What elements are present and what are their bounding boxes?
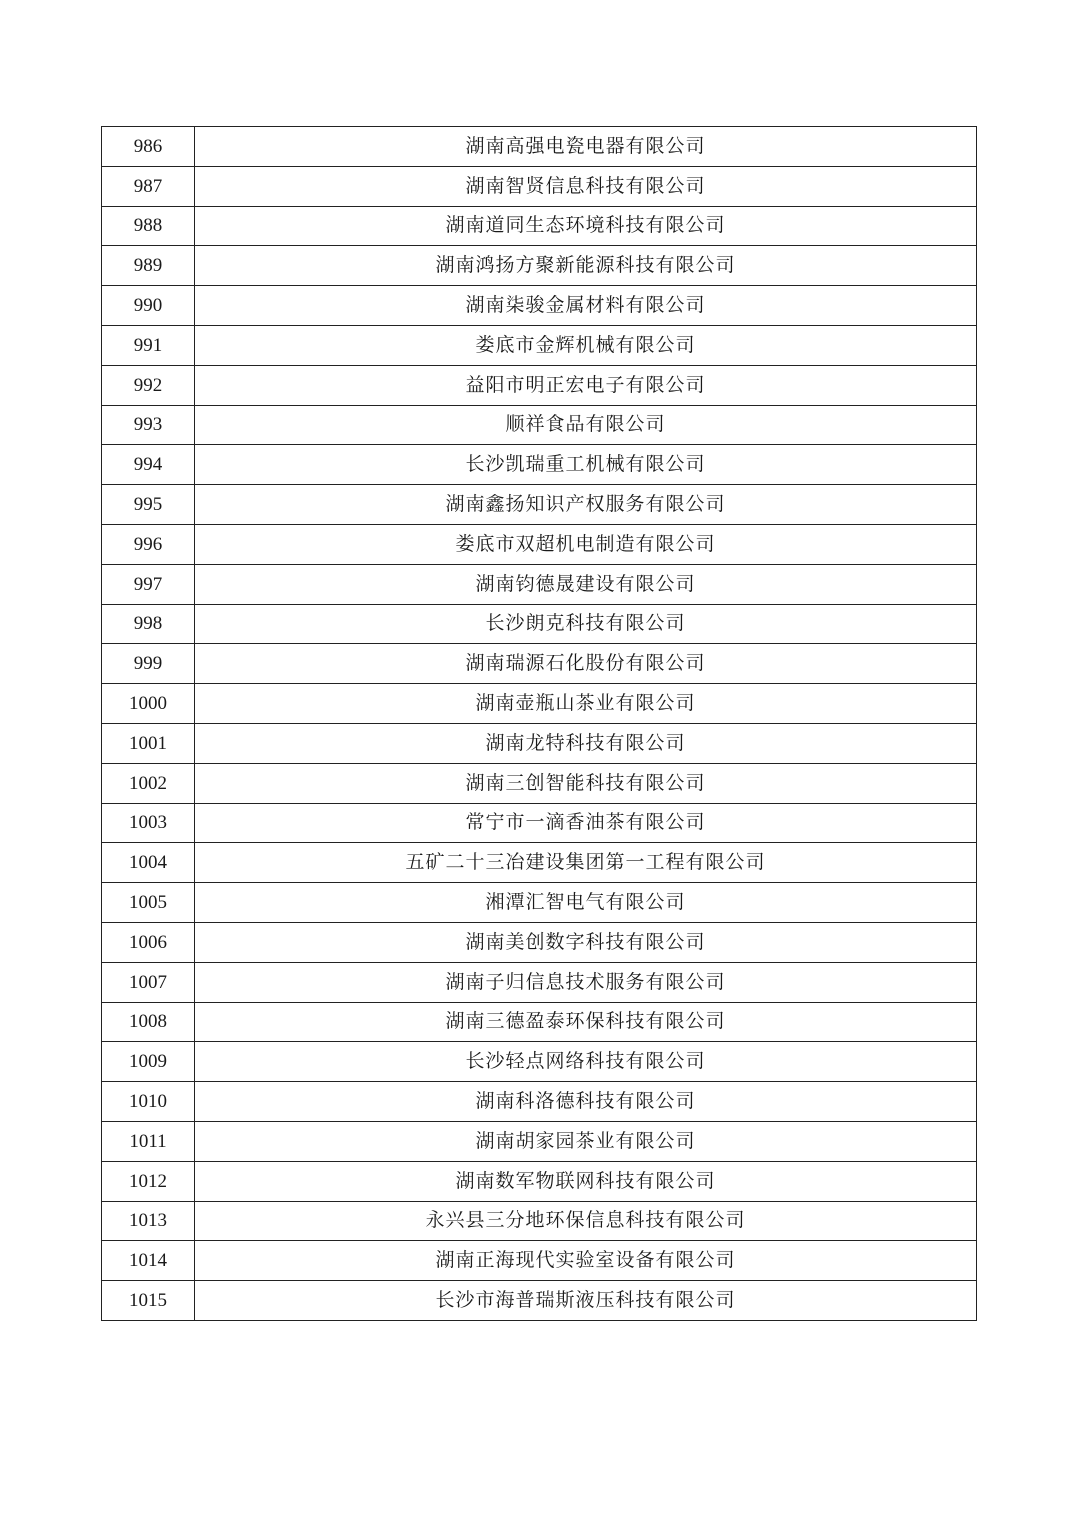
table-row bbox=[102, 843, 977, 883]
company-name: 湖南高强电瓷电器有限公司 bbox=[195, 127, 977, 167]
row-number: 1010 bbox=[102, 1082, 195, 1122]
company-name: 五矿二十三冶建设集团第一工程有限公司 bbox=[195, 843, 977, 883]
company-name: 湖南壶瓶山茶业有限公司 bbox=[195, 684, 977, 724]
company-name: 娄底市双超机电制造有限公司 bbox=[195, 524, 977, 564]
table-row bbox=[102, 1281, 977, 1321]
company-name: 长沙市海普瑞斯液压科技有限公司 bbox=[195, 1281, 977, 1321]
company-name: 长沙朗克科技有限公司 bbox=[195, 604, 977, 644]
company-name: 湖南数军物联网科技有限公司 bbox=[195, 1161, 977, 1201]
table-row bbox=[102, 883, 977, 923]
company-name: 湖南三德盈泰环保科技有限公司 bbox=[195, 1002, 977, 1042]
company-name: 长沙凯瑞重工机械有限公司 bbox=[195, 445, 977, 485]
row-number: 1003 bbox=[102, 803, 195, 843]
company-name: 湖南柒骏金属材料有限公司 bbox=[195, 286, 977, 326]
company-list-table bbox=[101, 126, 977, 1321]
company-name: 长沙轻点网络科技有限公司 bbox=[195, 1042, 977, 1082]
table-row bbox=[102, 1201, 977, 1241]
table-row bbox=[102, 1042, 977, 1082]
row-number: 991 bbox=[102, 325, 195, 365]
row-number: 993 bbox=[102, 405, 195, 445]
table-row bbox=[102, 564, 977, 604]
row-number: 990 bbox=[102, 286, 195, 326]
row-number: 995 bbox=[102, 485, 195, 525]
table-row bbox=[102, 365, 977, 405]
row-number: 1009 bbox=[102, 1042, 195, 1082]
table-row bbox=[102, 405, 977, 445]
row-number: 1015 bbox=[102, 1281, 195, 1321]
company-name: 湖南胡家园茶业有限公司 bbox=[195, 1121, 977, 1161]
company-name: 常宁市一滴香油茶有限公司 bbox=[195, 803, 977, 843]
table-row bbox=[102, 127, 977, 167]
row-number: 1008 bbox=[102, 1002, 195, 1042]
row-number: 1005 bbox=[102, 883, 195, 923]
row-number: 987 bbox=[102, 166, 195, 206]
row-number: 1000 bbox=[102, 684, 195, 724]
table-row bbox=[102, 286, 977, 326]
table-row bbox=[102, 445, 977, 485]
company-name: 永兴县三分地环保信息科技有限公司 bbox=[195, 1201, 977, 1241]
table-row bbox=[102, 1002, 977, 1042]
row-number: 1014 bbox=[102, 1241, 195, 1281]
table-row bbox=[102, 325, 977, 365]
table-row bbox=[102, 922, 977, 962]
row-number: 1012 bbox=[102, 1161, 195, 1201]
row-number: 1004 bbox=[102, 843, 195, 883]
table-row bbox=[102, 644, 977, 684]
row-number: 999 bbox=[102, 644, 195, 684]
row-number: 986 bbox=[102, 127, 195, 167]
company-name: 湖南瑞源石化股份有限公司 bbox=[195, 644, 977, 684]
row-number: 989 bbox=[102, 246, 195, 286]
table-row bbox=[102, 166, 977, 206]
table-row bbox=[102, 1241, 977, 1281]
row-number: 997 bbox=[102, 564, 195, 604]
company-name: 湖南道同生态环境科技有限公司 bbox=[195, 206, 977, 246]
table-row bbox=[102, 684, 977, 724]
row-number: 1007 bbox=[102, 962, 195, 1002]
table-row bbox=[102, 1161, 977, 1201]
table-row bbox=[102, 723, 977, 763]
company-name: 湖南鑫扬知识产权服务有限公司 bbox=[195, 485, 977, 525]
row-number: 1011 bbox=[102, 1121, 195, 1161]
company-name: 湖南美创数字科技有限公司 bbox=[195, 922, 977, 962]
row-number: 998 bbox=[102, 604, 195, 644]
row-number: 996 bbox=[102, 524, 195, 564]
company-name: 湖南子归信息技术服务有限公司 bbox=[195, 962, 977, 1002]
table-row bbox=[102, 1121, 977, 1161]
table-row bbox=[102, 524, 977, 564]
table-row bbox=[102, 763, 977, 803]
table-body bbox=[102, 127, 977, 1321]
company-name: 湖南三创智能科技有限公司 bbox=[195, 763, 977, 803]
row-number: 988 bbox=[102, 206, 195, 246]
company-name: 湖南钧德晟建设有限公司 bbox=[195, 564, 977, 604]
row-number: 1013 bbox=[102, 1201, 195, 1241]
company-name: 湖南鸿扬方聚新能源科技有限公司 bbox=[195, 246, 977, 286]
company-name: 湖南科洛德科技有限公司 bbox=[195, 1082, 977, 1122]
company-name: 益阳市明正宏电子有限公司 bbox=[195, 365, 977, 405]
table-row bbox=[102, 246, 977, 286]
table-row bbox=[102, 962, 977, 1002]
table-row bbox=[102, 1082, 977, 1122]
company-name: 湖南正海现代实验室设备有限公司 bbox=[195, 1241, 977, 1281]
table-row bbox=[102, 485, 977, 525]
row-number: 992 bbox=[102, 365, 195, 405]
table-row bbox=[102, 803, 977, 843]
company-name: 湖南龙特科技有限公司 bbox=[195, 723, 977, 763]
row-number: 1001 bbox=[102, 723, 195, 763]
row-number: 994 bbox=[102, 445, 195, 485]
company-name: 顺祥食品有限公司 bbox=[195, 405, 977, 445]
row-number: 1006 bbox=[102, 922, 195, 962]
table-row bbox=[102, 604, 977, 644]
table-row bbox=[102, 206, 977, 246]
row-number: 1002 bbox=[102, 763, 195, 803]
company-name: 湘潭汇智电气有限公司 bbox=[195, 883, 977, 923]
company-name: 湖南智贤信息科技有限公司 bbox=[195, 166, 977, 206]
company-name: 娄底市金辉机械有限公司 bbox=[195, 325, 977, 365]
